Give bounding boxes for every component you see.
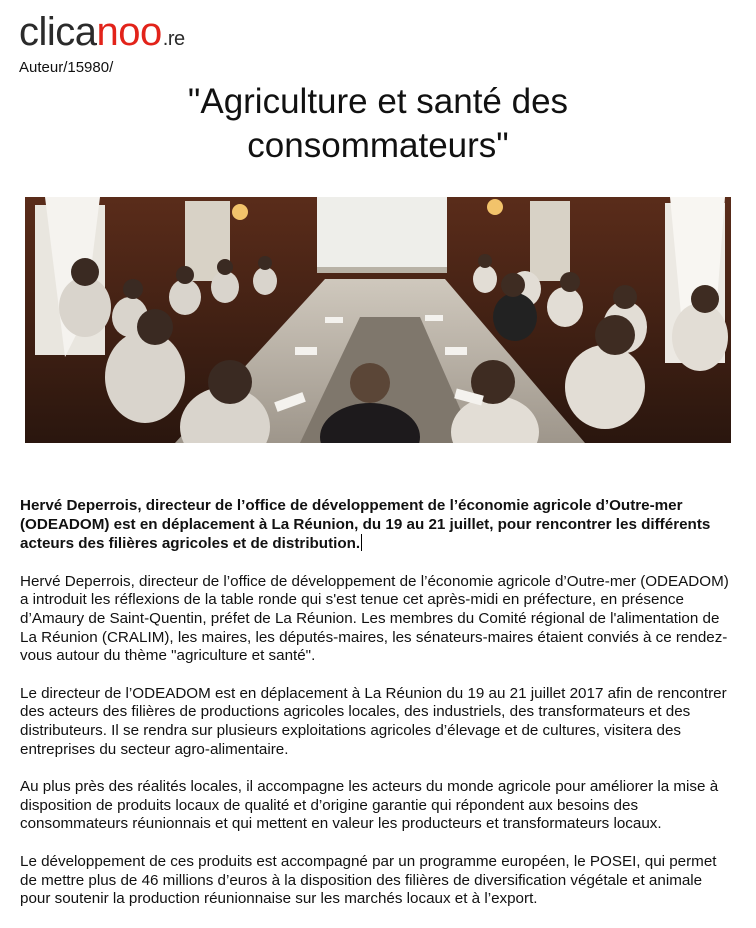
article-title: "Agriculture et santé des consommateurs" [187,82,569,165]
meeting-room-photo [25,197,731,443]
article-paragraph: Le directeur de l’ODEADOM est en déplacement à La Réunion du 19 au 21 juillet 2017 afin de rencontrer des acteurs des filières de productions agricoles locales, des industriels, des transformateurs et des distributeurs. Il se rendra sur plusieurs exploitations agricoles d’élevage et de cultures, visitera des entreprises du secteur agro-alimentaire. [20,684,727,758]
article-paragraph: Hervé Deperrois, directeur de l’office de développement de l’économie agricole d’Outre-mer (ODEADOM) a introduit les réflexions de la table ronde qui s'est tenue cet après-midi en préfecture, en présence d’Amaury de Saint-Quentin, préfet de La Réunion. Les membres du Comité régional de l'alimentation de La Réunion (CRALIM), les maires, les députés-maires, les sénateurs-maires étaient conviés à ce rendez-vous autour du thème "agriculture et santé". [20,572,729,665]
logo-text-clica: clica [19,10,97,54]
article-body [20,497,736,928]
clicanoo-logo[interactable] [19,12,185,52]
article-lead-text: Hervé Deperrois, directeur de l’office de développement de l’économie agricole d’Outre-mer (ODEADOM) est en déplacement à La Réunion, du 19 au 21 juillet, pour rencontrer les différents acteurs des filières agricoles et de distribution. [20,497,711,553]
article-photo [25,197,731,443]
site-header [19,12,185,52]
logo-text-noo: noo [96,10,162,54]
article-lead [20,497,736,554]
author-path: Auteur/15980/ [19,59,114,76]
article-paragraph: Le développement de ces produits est accompagné par un programme européen, le POSEI, qui permet de mettre plus de 46 millions d’euros à la disposition des filières de diversification végétale et animale pour soutenir la production réunionnaise sur les marchés locaux et à l’export. [20,852,717,908]
text-cursor [361,534,362,551]
article-paragraph: Au plus près des réalités locales, il accompagne les acteurs du monde agricole pour améliorer la mise à disposition de produits locaux de qualité et d’origine garantie qui répondent aux besoins des consommateurs réunionnais et qui mettent en valeur les producteurs et transformateurs locaux. [20,778,719,833]
logo-text-re: .re [162,28,185,50]
